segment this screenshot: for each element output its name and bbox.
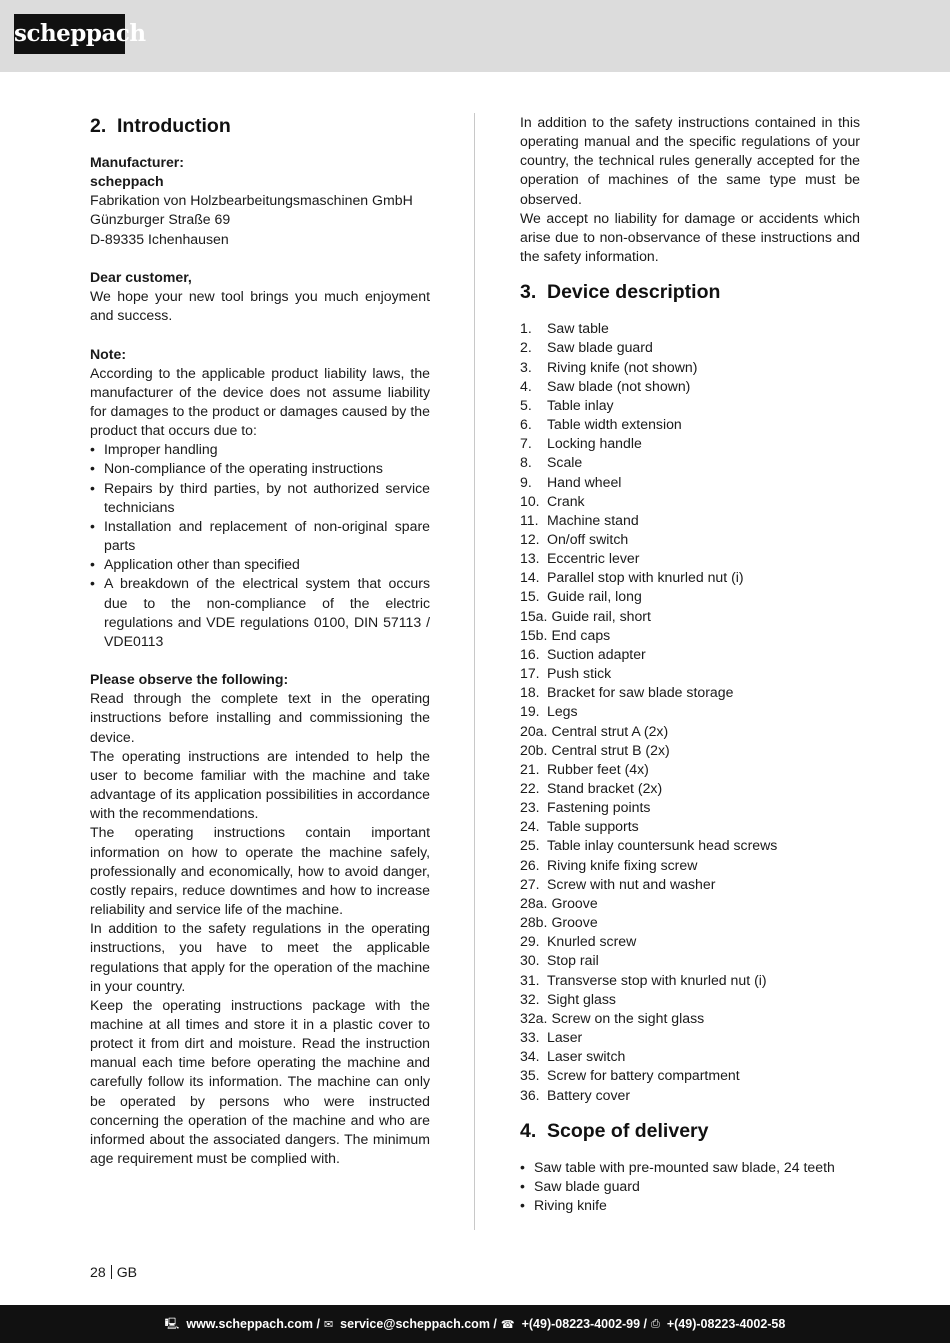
item-number: 33. [520,1029,540,1046]
footer-email[interactable]: service@scheppach.com / [340,1317,497,1331]
column-divider [474,113,475,1230]
computer-icon: 🖳 [164,1317,180,1330]
section-heading-introduction [90,113,430,140]
list-item [520,741,860,760]
item-number: 15a. [520,607,548,624]
list-item [520,664,860,683]
item-label: Saw blade (not shown) [547,377,691,394]
list-item: • Saw table with pre-mounted saw blade, 24 teeth [520,1158,860,1177]
item-number: 28a. [520,894,548,911]
list-item [520,1028,860,1047]
list-item [520,377,860,396]
footer-contact-bar [0,1305,950,1343]
list-item: • Installation and replacement of non-original spare parts [90,517,430,555]
item-number: 36. [520,1086,540,1103]
page-number [90,1264,137,1280]
item-label: Legs [547,703,578,720]
item-label: Push stick [547,665,612,682]
item-number: 9. [520,473,532,490]
item-number: 25. [520,837,540,854]
item-number: 15. [520,588,540,605]
list-item [520,473,860,492]
item-label: Fastening points [547,799,651,816]
item-label: End caps [551,626,611,643]
list-item [520,587,860,606]
item-label: Riving knife fixing screw [547,856,698,873]
heading-number: 4. [520,1119,537,1142]
note-bullet-list [90,440,430,651]
item-label: Parallel stop with knurled nut (i) [547,569,744,586]
item-number: 15b. [520,626,548,643]
item-label: Table inlay [547,396,614,413]
intro-paragraph: We accept no liability for damage or accidents which arise due to non-observance of these instructions and the safety information. [520,209,860,265]
item-label: Central strut A (2x) [551,722,669,739]
item-number: 19. [520,703,540,720]
heading-title: Introduction [117,115,231,137]
list-item: • Riving knife [520,1196,860,1215]
fax-icon: ⎙ [651,1317,660,1330]
item-label: Guide rail, short [551,607,651,624]
list-item [520,1086,860,1105]
item-number: 5. [520,396,532,413]
list-item [520,434,860,453]
list-item: • Saw blade guard [520,1177,860,1196]
list-item [520,319,860,338]
manufacturer-company: Fabrikation von Holzbearbeitungsmaschinen GmbH [90,192,413,209]
item-label: Crank [547,492,585,509]
heading-number: 3. [520,281,537,304]
item-label: Scale [547,454,583,471]
observe-paragraph: In addition to the safety regulations in the operating instructions, you have to meet the applicable regulations that apply for the operation of the machine in your country. [90,920,430,994]
mail-icon: ✉ [323,1318,334,1331]
list-item [520,702,860,721]
list-item [520,722,860,741]
item-number: 21. [520,760,540,777]
list-item [520,760,860,779]
item-number: 26. [520,856,540,873]
list-item [520,836,860,855]
item-label: Central strut B (2x) [551,741,670,758]
list-item [520,932,860,951]
list-item [520,798,860,817]
item-label: Sight glass [547,990,616,1007]
list-item: • Application other than specified [90,555,430,574]
list-item: • Repairs by third parties, by not authorized service technicians [90,479,430,517]
item-number: 32. [520,990,540,1007]
list-item [520,971,860,990]
item-number: 12. [520,530,540,547]
item-number: 35. [520,1067,540,1084]
item-number: 14. [520,569,540,586]
list-item [520,511,860,530]
list-item [520,549,860,568]
list-item [520,1047,860,1066]
item-label: Laser [547,1029,583,1046]
list-item: • Non-compliance of the operating instructions [90,459,430,478]
list-item [520,530,860,549]
item-label: Table width extension [547,416,682,433]
item-number: 2. [520,339,532,356]
item-number: 1. [520,320,532,337]
list-item [520,645,860,664]
item-label: Groove [551,894,598,911]
left-column [90,113,430,1168]
item-number: 6. [520,416,532,433]
item-number: 30. [520,952,540,969]
observe-paragraph: The operating instructions contain important information on how to operate the machine safely, professionally and economically, how to avoid danger, costly repairs, reduce downtimes and how to increase reliability and service life of the machine. [90,824,430,918]
section-heading-scope-of-delivery [520,1118,860,1145]
observe-paragraph: The operating instructions are intended to help the user to become familiar with the machine and take advantage of its application possibilities in accordance with the recommendations. [90,747,430,822]
dear-customer-label: Dear customer, [90,268,192,285]
list-item [520,875,860,894]
item-number: 10. [520,492,540,509]
list-item [520,338,860,357]
item-number: 8. [520,454,532,471]
list-item [520,415,860,434]
item-number: 27. [520,875,540,892]
item-label: Table inlay countersunk head screws [547,837,778,854]
item-label: Rubber feet (4x) [547,760,649,777]
footer-fax: +(49)-08223-4002-58 [666,1317,786,1331]
observe-label: Please observe the following: [90,671,289,688]
item-number: 16. [520,645,540,662]
item-label: Screw with nut and washer [547,875,716,892]
section-heading-device-description [520,279,860,306]
list-item [520,856,860,875]
page-language: GB [116,1264,138,1280]
item-number: 29. [520,933,540,950]
item-label: Stop rail [547,952,599,969]
item-label: Laser switch [547,1048,626,1065]
header-band [0,0,950,72]
list-item [520,817,860,836]
list-item [520,1009,860,1028]
list-item [520,990,860,1009]
item-number: 22. [520,780,540,796]
item-label: On/off switch [547,530,629,547]
list-item [520,358,860,377]
item-label: Battery cover [547,1086,631,1103]
list-item: • A breakdown of the electrical system that occurs due to the non-compliance of the electric regulations and VDE regulations 0100, DIN 57113 / VDE0113 [90,574,430,651]
scope-list [520,1158,860,1215]
item-label: Table supports [547,818,639,835]
item-label: Guide rail, long [547,588,642,605]
list-item [520,453,860,472]
manufacturer-name: scheppach [90,173,164,190]
item-number: 3. [520,358,532,375]
item-number: 13. [520,550,540,567]
item-label: Locking handle [547,435,642,452]
item-label: Groove [551,914,598,931]
manufacturer-label: Manufacturer: [90,154,184,170]
item-label: Suction adapter [547,645,646,662]
list-item [520,1066,860,1085]
item-number: 7. [520,435,532,452]
item-number: 28b. [520,914,548,931]
footer-phone: +(49)-08223-4002-99 / [521,1317,648,1331]
list-item [520,779,860,798]
item-number: 4. [520,377,532,394]
observe-paragraph: Read through the complete text in the operating instructions before installing and commissioning the device. [90,690,430,745]
list-item [520,396,860,415]
item-label: Riving knife (not shown) [547,358,698,375]
observe-paragraph: Keep the operating instructions package with the machine at all times and store it in a plastic cover to protect it from dirt and moisture. Read the instruction manual each time before operating the machine and carefully follow its information. The machine can only be operated by persons who were instructed concerning the operation of the machine and who are informed about the associated dangers. The minimum age requirement must be complied with. [90,996,430,1167]
item-label: Stand bracket (2x) [547,780,663,796]
item-label: Screw on the sight glass [551,1009,705,1026]
page-number-value: 28 [90,1264,106,1280]
right-column [520,113,860,1215]
item-number: 20a. [520,722,548,739]
item-label: Saw blade guard [547,339,653,356]
list-item [520,492,860,511]
item-label: Knurled screw [547,933,637,950]
item-label: Eccentric lever [547,550,640,567]
heading-title: Scope of delivery [547,1119,709,1142]
scheppach-logo: scheppach [14,14,125,54]
item-number: 17. [520,665,540,682]
list-item [520,894,860,913]
heading-number: 2. [90,115,107,137]
list-item [520,951,860,970]
item-label: Hand wheel [547,473,622,490]
phone-icon: ☎ [500,1318,515,1331]
item-label: Saw table [547,320,609,337]
item-number: 24. [520,818,540,835]
item-number: 23. [520,799,540,816]
item-label: Machine stand [547,511,639,528]
note-label: Note: [90,345,127,362]
manufacturer-city: D-89335 Ichenhausen [90,230,229,247]
list-item [520,683,860,702]
list-item [520,626,860,645]
item-number: 34. [520,1048,540,1065]
footer-website[interactable]: www.scheppach.com / [186,1317,320,1331]
item-number: 31. [520,971,540,988]
manufacturer-street: Günzburger Straße 69 [90,211,231,228]
dear-customer-text: We hope your new tool brings you much enjoyment and success. [90,288,430,324]
intro-paragraph: In addition to the safety instructions contained in this operating manual and the specific regulations of your country, the technical rules generally accepted for the operation of machines of the same type must be observed. [520,114,860,207]
item-number: 11. [520,511,539,528]
item-label: Transverse stop with knurled nut (i) [547,971,767,988]
item-label: Screw for battery compartment [547,1067,740,1084]
list-item [520,607,860,626]
item-number: 18. [520,684,540,701]
list-item: • Improper handling [90,440,430,459]
item-number: 20b. [520,741,548,758]
device-parts-list [520,319,860,1104]
item-number: 32a. [520,1009,548,1026]
list-item [520,568,860,587]
heading-title: Device description [547,281,721,304]
note-text: According to the applicable product liability laws, the manufacturer of the device does not assume liability for damages to the product or damages caused by the product that occurs due to: [90,364,430,439]
list-item [520,913,860,932]
item-label: Bracket for saw blade storage [547,684,734,701]
